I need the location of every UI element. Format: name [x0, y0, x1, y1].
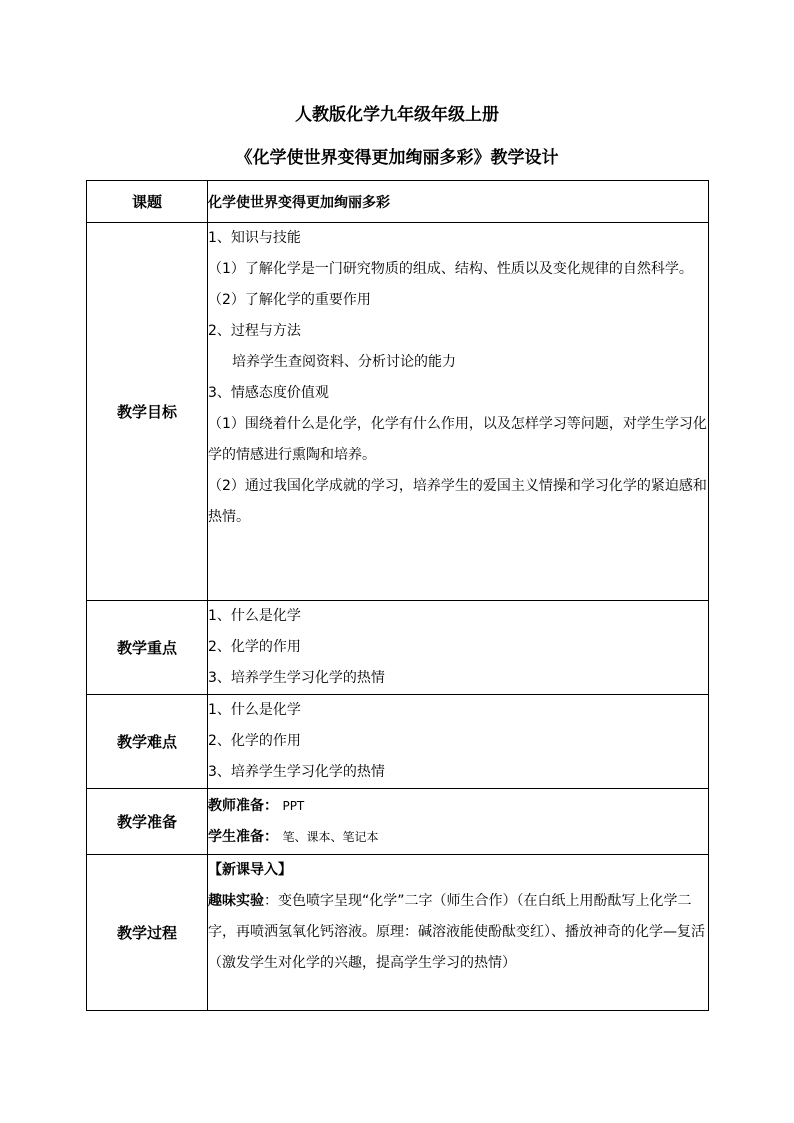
student-preparation	[208, 822, 708, 853]
student-prep-value: 笔、课本、笔记本	[282, 829, 379, 844]
label-difficulties: 教学难点	[87, 695, 208, 789]
teacher-prep-value: PPT	[282, 798, 305, 813]
student-prep-label: 学生准备：	[208, 828, 278, 845]
key-points-content	[208, 601, 709, 695]
difficulties-content	[208, 695, 709, 789]
process-content	[208, 855, 709, 1011]
topic-value: 化学使世界变得更加绚丽多彩	[208, 181, 709, 223]
objective-line: 3、情感态度价值观	[208, 385, 329, 401]
teacher-prep-label: 教师准备：	[208, 797, 278, 814]
document-title: 人教版化学九年级年级上册	[295, 105, 499, 125]
lesson-plan-table	[86, 180, 709, 1011]
difficulty-item: 1、什么是化学	[208, 702, 301, 718]
process-heading: 【新课导入】	[208, 862, 292, 878]
experiment-text: ：变色喷字呈现“化学”二字（师生合作）（在白纸上用酚酞写上化学二字，再喷洒氢氧化钙溶液。原理：碱溶液能使酚酞变红）、播放神奇的化学—复活（激发学生对化学的兴趣，提高学生学习的热情）	[208, 893, 705, 971]
label-key-points: 教学重点	[87, 601, 208, 695]
objectives-content	[208, 223, 709, 601]
label-objectives: 教学目标	[87, 223, 208, 601]
difficulty-item: 3、培养学生学习化学的热情	[208, 764, 385, 780]
difficulty-item: 2、化学的作用	[208, 733, 301, 749]
row-preparation	[87, 789, 709, 855]
preparation-content	[208, 789, 709, 855]
row-topic	[87, 181, 709, 223]
teacher-preparation	[208, 791, 708, 822]
experiment-label: 趣味实验	[208, 893, 264, 909]
key-point-item: 2、化学的作用	[208, 639, 301, 655]
label-process: 教学过程	[87, 855, 208, 1011]
document-subtitle: 《化学使世界变得更加绚丽多彩》教学设计	[235, 148, 559, 168]
row-objectives	[87, 223, 709, 601]
row-key-points	[87, 601, 709, 695]
label-topic: 课题	[87, 181, 208, 223]
row-process	[87, 855, 709, 1011]
objective-line: （2）通过我国化学成就的学习，培养学生的爱国主义情操和学习化学的紧迫感和热情。	[208, 478, 707, 525]
process-paragraph	[208, 886, 708, 979]
objective-line: （1）围绕着什么是化学，化学有什么作用，以及怎样学习等问题，对学生学习化学的情感进行熏陶和培养。	[208, 416, 707, 463]
objective-line: （1）了解化学是一门研究物质的组成、结构、性质以及变化规律的自然科学。	[208, 261, 693, 277]
objective-line: 培养学生查阅资料、分析讨论的能力	[232, 354, 456, 370]
objective-line: 2、过程与方法	[208, 323, 301, 339]
objective-line: （2）了解化学的重要作用	[208, 292, 371, 308]
row-difficulties	[87, 695, 709, 789]
objective-line: 1、知识与技能	[208, 230, 301, 246]
key-point-item: 3、培养学生学习化学的热情	[208, 670, 385, 686]
label-preparation: 教学准备	[87, 789, 208, 855]
key-point-item: 1、什么是化学	[208, 608, 301, 624]
